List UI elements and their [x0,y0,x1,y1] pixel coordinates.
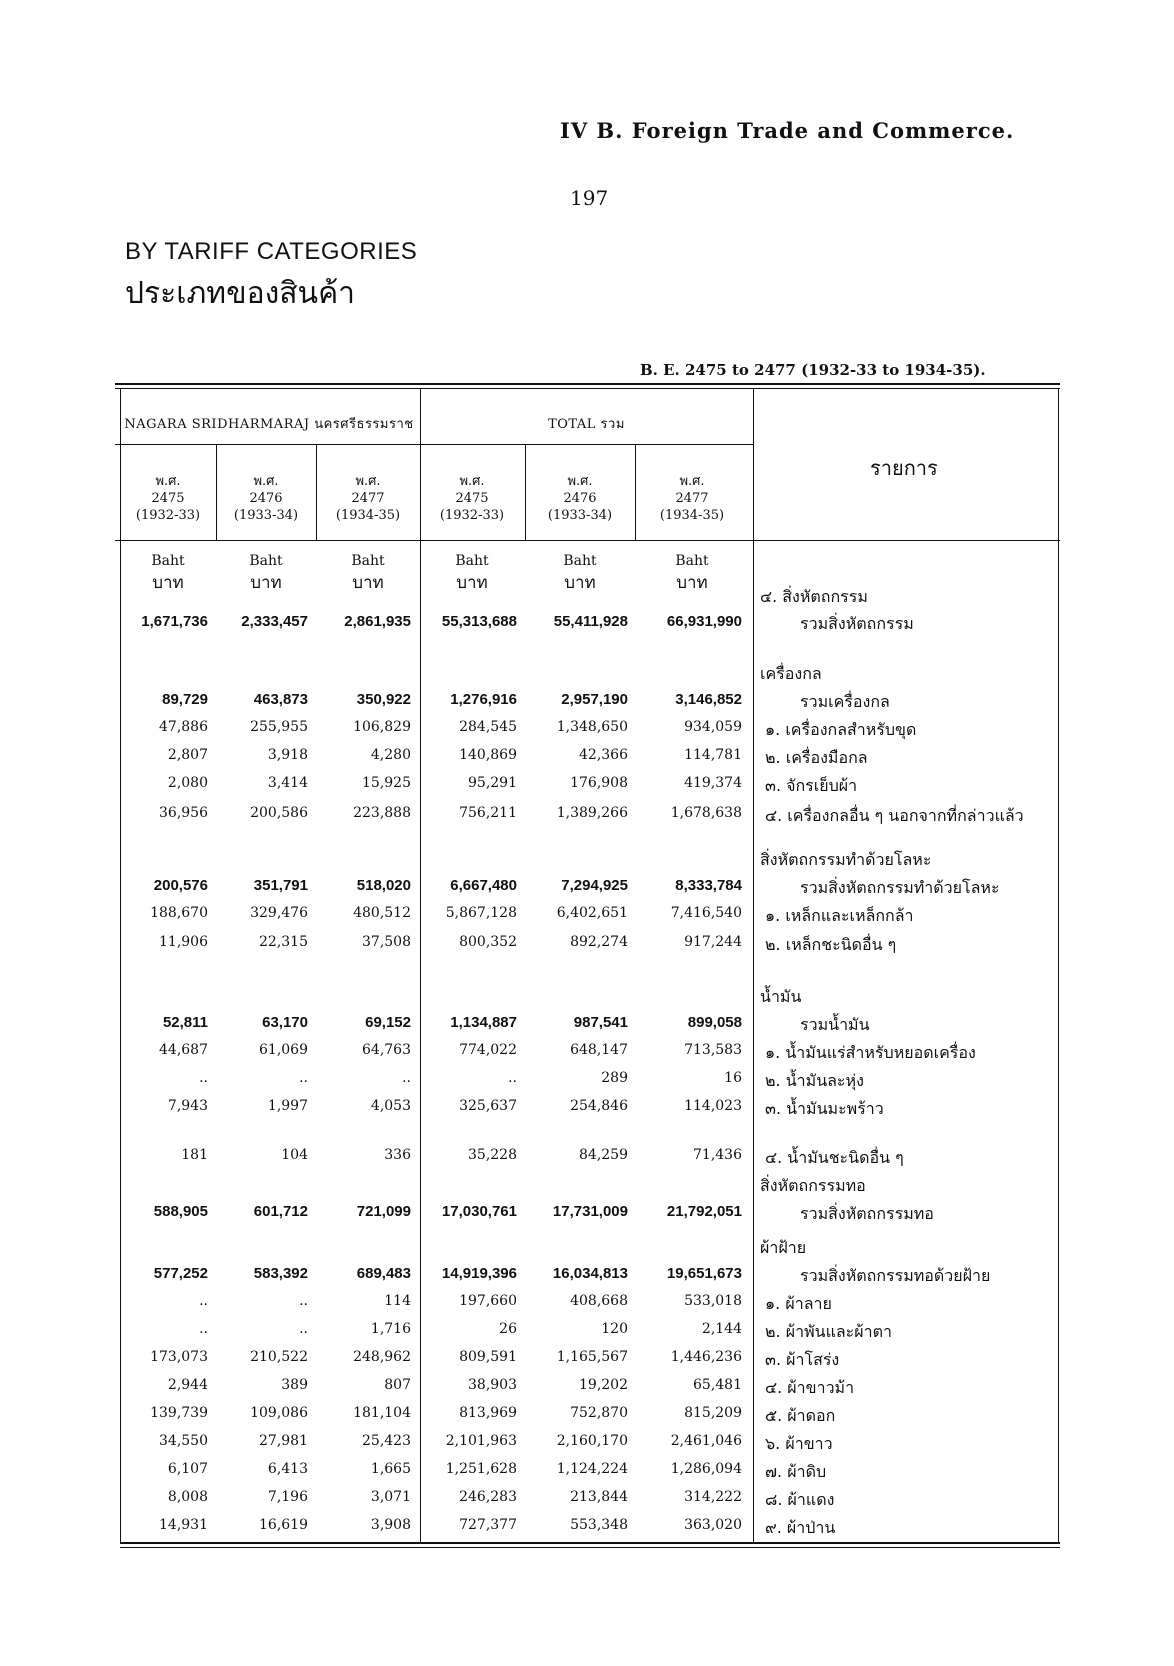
total-value-cell: 577,252 [153,1265,208,1282]
total-value-cell: 583,392 [253,1265,308,1282]
page-number: 197 [570,186,609,210]
row-total-label: รวมสิ่งหัตถกรรมทำด้วยโลหะ [800,878,1000,897]
total-value-cell: 899,058 [687,1014,742,1031]
value-cell: 22,315 [259,934,308,950]
unit-header [118,550,218,594]
value-cell: 1,997 [267,1098,308,1114]
year-range: (1932-33) [439,508,505,523]
value-cell: 314,222 [684,1489,742,1505]
value-cell: 917,244 [684,934,742,950]
value-cell: 95,291 [468,775,517,791]
total-value-cell: 689,483 [356,1265,411,1282]
row-item-label: ๙. ผ้าป่าน [765,1518,836,1537]
value-cell: 7,943 [167,1098,208,1114]
value-cell: 210,522 [250,1349,308,1365]
section-label: น้ำมัน [760,987,802,1006]
value-cell: 181,104 [353,1405,411,1421]
year-era: พ.ศ. [355,474,381,489]
value-cell: 140,869 [459,747,517,763]
col-divider [316,445,317,540]
value-cell: 1,286,094 [670,1461,742,1477]
total-value-cell: 66,931,990 [666,613,742,630]
section-label: ๔. สิ่งหัตถกรรม [760,587,868,606]
total-value-cell: 6,667,480 [450,877,517,894]
total-value-cell: 200,576 [153,877,208,894]
value-cell: 109,086 [250,1405,308,1421]
section-label: เครื่องกล [760,664,822,683]
unit-en: Baht [455,553,489,569]
category-title-th: ประเภทของสินค้า [125,276,355,311]
value-cell: 36,956 [159,805,208,821]
section-label: สิ่งหัตถกรรมทำด้วยโลหะ [760,850,932,869]
value-cell: 648,147 [570,1042,628,1058]
total-value-cell: 350,922 [356,691,411,708]
value-cell: 15,925 [362,775,411,791]
total-value-cell: 14,919,396 [441,1265,517,1282]
value-cell: 34,550 [159,1433,208,1449]
year-header [642,473,742,524]
value-cell: 336 [384,1147,411,1163]
value-cell: 173,073 [150,1349,208,1365]
row-total-label: รวมน้ำมัน [800,1015,870,1034]
value-cell: 3,071 [370,1489,411,1505]
total-value-cell: 1,276,916 [450,691,517,708]
year-era: พ.ศ. [155,474,181,489]
value-cell: 1,165,567 [556,1349,628,1365]
value-cell: 1,665 [370,1461,411,1477]
year-header-rule [115,540,1060,541]
unit-th: บาท [352,573,384,593]
row-item-label: ๖. ผ้าขาว [765,1434,833,1453]
value-cell: 248,962 [353,1349,411,1365]
unit-en: Baht [563,553,597,569]
total-value-cell: 588,905 [153,1203,208,1220]
group-divider [420,389,421,1542]
unit-en: Baht [351,553,385,569]
value-cell: 181 [181,1147,208,1163]
year-range: (1933-34) [233,508,299,523]
value-cell: 815,209 [684,1405,742,1421]
total-value-cell: 17,030,761 [441,1203,517,1220]
value-cell: 3,908 [370,1517,411,1533]
total-value-cell: 69,152 [365,1014,411,1031]
value-cell: 61,069 [259,1042,308,1058]
value-cell: 4,280 [370,747,411,763]
value-cell: 6,413 [267,1461,308,1477]
year-be: 2477 [351,491,385,506]
section-header: IV B. Foreign Trade and Commerce. [560,118,1015,143]
value-cell: 114,023 [684,1098,742,1114]
value-cell: 3,918 [267,747,308,763]
items-column-header: รายการ [870,456,938,480]
row-item-label: ๔. น้ำมันชะนิดอื่น ๆ [765,1148,904,1167]
total-value-cell: 987,541 [573,1014,628,1031]
year-header [216,473,316,524]
value-cell: 200,586 [250,805,308,821]
total-value-cell: 601,712 [253,1203,308,1220]
row-item-label: ๕. ผ้าดอก [765,1406,836,1425]
value-cell: 892,274 [570,934,628,950]
total-value-cell: 721,099 [356,1203,411,1220]
unit-en: Baht [151,553,185,569]
value-cell: 65,481 [693,1377,742,1393]
value-cell: 7,196 [267,1489,308,1505]
value-cell: 419,374 [684,775,742,791]
value-cell: 1,716 [370,1321,411,1337]
value-cell: 114,781 [684,747,742,763]
value-cell: 408,668 [570,1293,628,1309]
unit-th: บาท [456,573,488,593]
period-label: B. E. 2475 to 2477 (1932-33 to 1934-35). [640,361,986,379]
value-cell: 1,389,266 [556,805,628,821]
value-cell: 533,018 [684,1293,742,1309]
year-range: (1934-35) [335,508,401,523]
row-item-label: ๑. น้ำมันแร่สำหรับหยอดเครื่อง [765,1043,976,1062]
section-label: ผ้าฝ้าย [760,1238,807,1257]
row-total-label: รวมสิ่งหัตถกรรม [800,614,914,633]
col-divider [635,445,636,540]
total-value-cell: 17,731,009 [552,1203,628,1220]
row-item-label: ๒. เหล็กชะนิดอื่น ๆ [765,935,897,954]
row-item-label: ๒. น้ำมันละหุ่ง [765,1071,864,1090]
value-cell: 37,508 [362,934,411,950]
value-cell: 756,211 [459,805,517,821]
year-range: (1932-33) [135,508,201,523]
total-value-cell: 2,333,457 [241,613,308,630]
year-era: พ.ศ. [459,474,485,489]
value-cell: 16 [724,1070,742,1086]
value-cell: 8,008 [167,1489,208,1505]
row-item-label: ๓. น้ำมันมะพร้าว [765,1099,884,1118]
value-cell: 1,251,628 [445,1461,517,1477]
bottom-rule [120,1542,1060,1544]
row-total-label: รวมสิ่งหัตถกรรมทอด้วยฝ้าย [800,1266,991,1285]
bottom-rule-thin [120,1547,1060,1548]
total-value-cell: 55,411,928 [553,613,628,630]
value-cell: 934,059 [684,719,742,735]
value-cell: .. [299,1293,308,1309]
value-cell: 27,981 [259,1433,308,1449]
value-cell: 106,829 [353,719,411,735]
unit-th: บาท [152,573,184,593]
year-era: พ.ศ. [567,474,593,489]
value-cell: 35,228 [468,1147,517,1163]
table-right-border [1058,389,1059,1542]
total-value-cell: 7,294,925 [561,877,628,894]
unit-en: Baht [249,553,283,569]
value-cell: 71,436 [693,1147,742,1163]
value-cell: 47,886 [159,719,208,735]
total-value-cell: 21,792,051 [666,1203,742,1220]
value-cell: 389 [281,1377,308,1393]
value-cell: 284,545 [459,719,517,735]
total-value-cell: 16,034,813 [552,1265,628,1282]
row-item-label: ๔. เครื่องกลอื่น ๆ นอกจากที่กล่าวแล้ว [765,806,1024,825]
value-cell: 213,844 [570,1489,628,1505]
year-header [118,473,218,524]
value-cell: .. [402,1070,411,1086]
value-cell: 44,687 [159,1042,208,1058]
value-cell: 19,202 [579,1377,628,1393]
value-cell: 4,053 [370,1098,411,1114]
value-cell: 1,446,236 [670,1349,742,1365]
row-item-label: ๓. จักรเย็บผ้า [765,776,858,795]
value-cell: 114 [384,1293,411,1309]
value-cell: 120 [601,1321,628,1337]
value-cell: 1,678,638 [670,805,742,821]
value-cell: 713,583 [684,1042,742,1058]
row-item-label: ๘. ผ้าแดง [765,1490,835,1509]
value-cell: 5,867,128 [445,905,517,921]
unit-header [318,550,418,594]
value-cell: .. [299,1070,308,1086]
value-cell: 139,739 [150,1405,208,1421]
col-divider [525,445,526,540]
row-item-label: ๓. ผ้าโสร่ง [765,1350,840,1369]
value-cell: 774,022 [459,1042,517,1058]
total-value-cell: 1,671,736 [141,613,208,630]
value-cell: 2,160,170 [556,1433,628,1449]
total-value-cell: 518,020 [356,877,411,894]
value-cell: .. [199,1321,208,1337]
year-be: 2476 [249,491,283,506]
value-cell: 6,402,651 [556,905,628,921]
row-item-label: ๑. ผ้าลาย [765,1294,832,1313]
row-item-label: ๔. ผ้าขาวม้า [765,1378,855,1397]
row-item-label: ๑. เครื่องกลสำหรับขุด [765,720,917,739]
value-cell: 809,591 [459,1349,517,1365]
total-value-cell: 463,873 [253,691,308,708]
value-cell: .. [508,1070,517,1086]
value-cell: 1,124,224 [556,1461,628,1477]
value-cell: 84,259 [579,1147,628,1163]
unit-th: บาท [564,573,596,593]
value-cell: 727,377 [459,1517,517,1533]
value-cell: 26 [499,1321,517,1337]
value-cell: 480,512 [353,905,411,921]
value-cell: 325,637 [459,1098,517,1114]
value-cell: 11,906 [159,934,208,950]
value-cell: 16,619 [259,1517,308,1533]
year-header [530,473,630,524]
value-cell: 800,352 [459,934,517,950]
unit-header [216,550,316,594]
year-era: พ.ศ. [253,474,279,489]
total-value-cell: 351,791 [253,877,308,894]
unit-header [422,550,522,594]
value-cell: 329,476 [250,905,308,921]
value-cell: 6,107 [167,1461,208,1477]
total-value-cell: 2,957,190 [561,691,628,708]
value-cell: 813,969 [459,1405,517,1421]
top-rule-thin [115,388,1060,389]
section-label: สิ่งหัตถกรรมทอ [760,1176,866,1195]
value-cell: 14,931 [159,1517,208,1533]
value-cell: 752,870 [570,1405,628,1421]
unit-header [642,550,742,594]
total-value-cell: 63,170 [262,1014,308,1031]
value-cell: 363,020 [684,1517,742,1533]
value-cell: 246,283 [459,1489,517,1505]
group-header-rule [115,444,753,445]
row-item-label: ๗. ผ้าดิบ [765,1462,827,1481]
value-cell: 807 [384,1377,411,1393]
total-value-cell: 1,134,887 [450,1014,517,1031]
value-cell: 2,144 [701,1321,742,1337]
unit-th: บาท [250,573,282,593]
value-cell: 254,846 [570,1098,628,1114]
total-value-cell: 8,333,784 [675,877,742,894]
year-range: (1934-35) [659,508,725,523]
value-cell: 3,414 [267,775,308,791]
value-cell: .. [299,1321,308,1337]
unit-en: Baht [675,553,709,569]
top-rule [115,383,1060,385]
row-item-label: ๑. เหล็กและเหล็กกล้า [765,906,914,925]
value-cell: 42,366 [579,747,628,763]
value-cell: 1,348,650 [556,719,628,735]
total-value-cell: 19,651,673 [666,1265,742,1282]
year-be: 2477 [675,491,709,506]
items-divider [753,389,754,1542]
value-cell: 223,888 [353,805,411,821]
year-header [318,473,418,524]
value-cell: 2,807 [167,747,208,763]
year-be: 2476 [563,491,597,506]
group-header-nagara: NAGARA SRIDHARMARAJ นครศรีธรรมราช [124,417,414,432]
group-header-total: TOTAL รวม [548,417,625,432]
value-cell: .. [199,1293,208,1309]
year-range: (1933-34) [547,508,613,523]
category-title-en: BY TARIFF CATEGORIES [125,238,418,265]
value-cell: 289 [601,1070,628,1086]
year-header [422,473,522,524]
total-value-cell: 3,146,852 [675,691,742,708]
value-cell: 188,670 [150,905,208,921]
year-be: 2475 [151,491,185,506]
year-be: 2475 [455,491,489,506]
unit-header [530,550,630,594]
total-value-cell: 55,313,688 [441,613,517,630]
value-cell: 2,080 [167,775,208,791]
row-total-label: รวมสิ่งหัตถกรรมทอ [800,1204,934,1223]
value-cell: 176,908 [570,775,628,791]
value-cell: 25,423 [362,1433,411,1449]
value-cell: 38,903 [468,1377,517,1393]
value-cell: 7,416,540 [670,905,742,921]
value-cell: 104 [281,1147,308,1163]
value-cell: 553,348 [570,1517,628,1533]
value-cell: 2,944 [167,1377,208,1393]
value-cell: 197,660 [459,1293,517,1309]
value-cell: 255,955 [250,719,308,735]
value-cell: 2,461,046 [670,1433,742,1449]
row-item-label: ๒. เครื่องมือกล [765,748,868,767]
total-value-cell: 89,729 [162,691,208,708]
value-cell: .. [199,1070,208,1086]
total-value-cell: 2,861,935 [344,613,411,630]
year-era: พ.ศ. [679,474,705,489]
total-value-cell: 52,811 [162,1014,208,1031]
unit-th: บาท [676,573,708,593]
row-item-label: ๒. ผ้าพันและผ้าตา [765,1322,893,1341]
row-total-label: รวมเครื่องกล [800,692,890,711]
value-cell: 64,763 [362,1042,411,1058]
value-cell: 2,101,963 [445,1433,517,1449]
